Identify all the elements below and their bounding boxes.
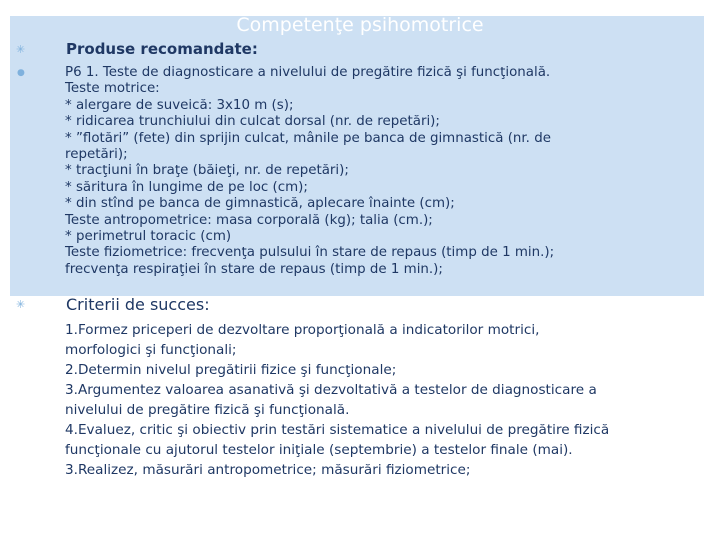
product-line: Teste antropometrice: masa corporală (kg); talia (cm.); [65,212,433,228]
product-line: * alergare de suveică: 3x10 m (s); [65,97,294,113]
asterisk-icon: ✳ [16,43,26,56]
product-line: Teste motrice: [65,81,160,97]
product-line: * perimetrul toracic (cm) [65,228,232,244]
criteria-line: 4.Evaluez, critic şi obiectiv prin testări sistematice a nivelului de pregătire fizică [65,422,610,438]
criteria-line: 3.Argumentez valoarea asanativă şi dezvoltativă a testelor de diagnosticare a [65,382,597,398]
products-list [65,65,554,278]
product-line: P6 1. Teste de diagnosticare a nivelului de pregătire fizică şi funcţională. [65,65,551,80]
product-line: * tracţiuni în braţe (băieţi, nr. de repetări); [65,163,349,179]
section-heading-criteria: Criterii de succes: [66,295,210,314]
product-line: frecvenţa respiraţiei în stare de repaus (timp de 1 min.); [65,261,443,277]
criteria-line: nivelului de pregătire fizică şi funcţională. [65,402,350,418]
page-title: Competenţe psihomotrice [236,14,484,36]
criteria-line: 1.Formez priceperi de dezvoltare proporţională a indicatorilor motrici, [65,322,540,338]
product-line: * ridicarea trunchiului din culcat dorsal (nr. de repetări); [65,114,440,130]
criteria-line: 2.Determin nivelul pregătirii fizice şi funcţionale; [65,362,397,378]
criteria-line: funcţionale cu ajutorul testelor iniţiale (septembrie) a testelor finale (mai). [65,442,573,458]
product-line: * ”flotări” (fete) din sprijin culcat, mânile pe banca de gimnastică (nr. de [65,130,551,146]
product-line: * din stînd pe banca de gimnastică, aplecare înainte (cm); [65,196,455,212]
product-line: * săritura în lungime de pe loc (cm); [65,179,308,195]
section-heading-products: Produse recomandate: [66,40,258,58]
criteria-line: morfologici şi funcţionali; [65,342,237,358]
criteria-list [65,320,609,480]
product-line: Teste fiziometrice: frecvenţa pulsului în stare de repaus (timp de 1 min.); [65,245,555,261]
bullet-dot-icon: ● [17,68,25,78]
criteria-line: 3.Realizez, măsurări antropometrice; măsurări fiziometrice; [65,462,471,478]
asterisk-icon: ✳ [16,298,26,311]
product-line: repetări); [65,146,128,162]
